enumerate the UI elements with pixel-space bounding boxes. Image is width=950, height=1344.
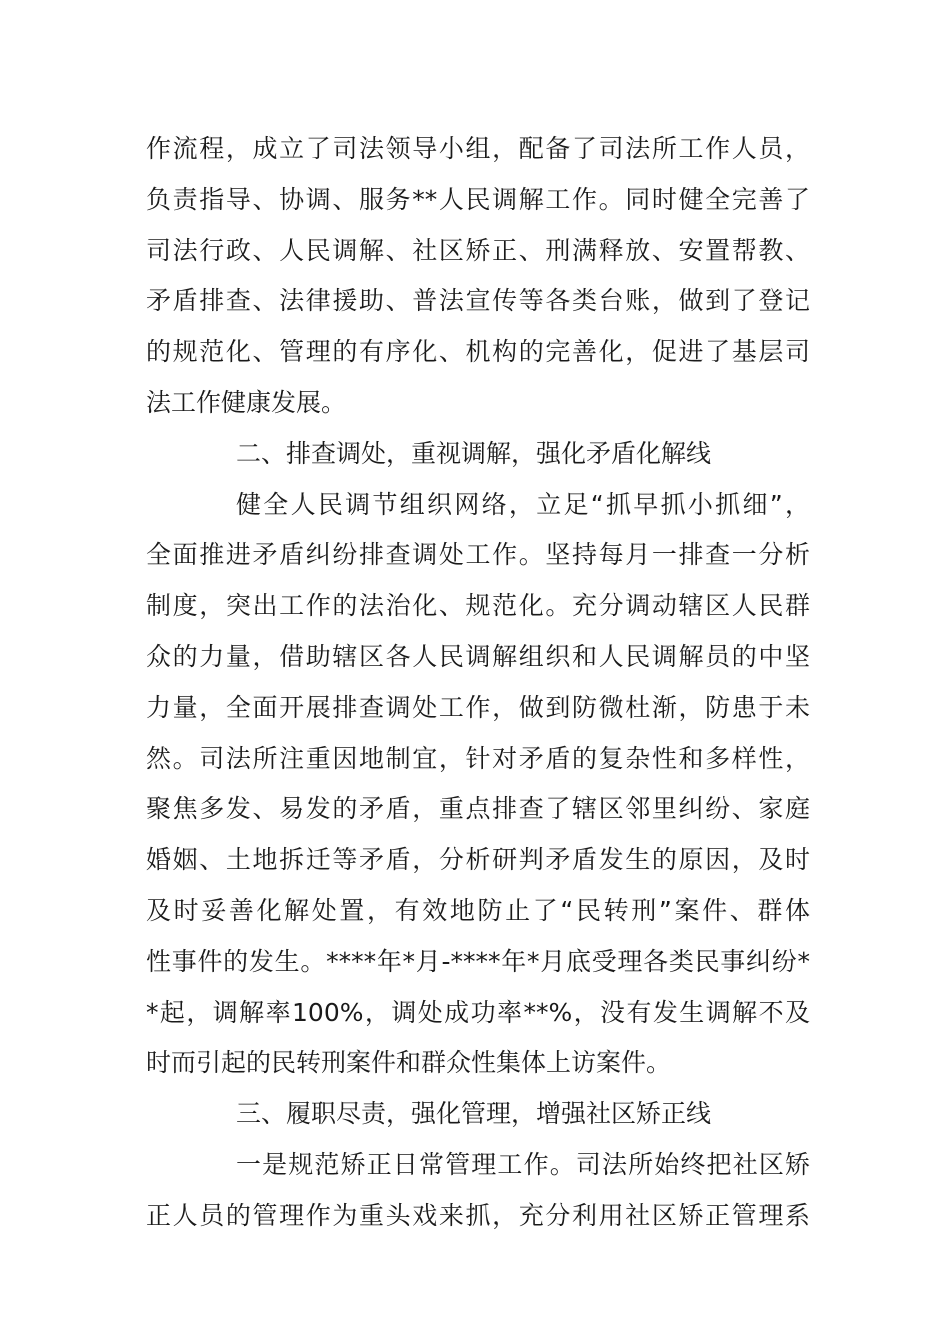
text-line: 性事件的发生。****年*月-****年*月底受理各类民事纠纷* bbox=[146, 946, 810, 976]
text-line: 正人员的管理作为重头戏来抓，充分利用社区矫正管理系 bbox=[146, 1200, 810, 1230]
text-line: 婚姻、土地拆迁等矛盾，分析研判矛盾发生的原因，及时 bbox=[146, 845, 810, 875]
text-line: 制度，突出工作的法治化、规范化。充分调动辖区人民群 bbox=[146, 591, 810, 621]
text-line: 力量，全面开展排查调处工作，做到防微杜渐，防患于未 bbox=[146, 692, 810, 722]
section-heading: 三、履职尽责，强化管理，增强社区矫正线 bbox=[236, 1099, 712, 1129]
text-line: 司法行政、人民调解、社区矫正、刑满释放、安置帮教、 bbox=[146, 235, 810, 265]
text-line: 及时妥善化解处置，有效地防止了“民转刑”案件、群体 bbox=[146, 895, 810, 925]
paragraph-first-line: 健全人民调节组织网络，立足“抓早抓小抓细”， bbox=[236, 489, 810, 519]
paragraph-first-line: 一是规范矫正日常管理工作。司法所始终把社区矫 bbox=[236, 1149, 810, 1179]
text-line: 的规范化、管理的有序化、机构的完善化，促进了基层司 bbox=[146, 337, 810, 367]
text-line: 时而引起的民转刑案件和群众性集体上访案件。 bbox=[146, 1048, 672, 1078]
text-line: *起，调解率100%，调处成功率**%，没有发生调解不及 bbox=[146, 997, 810, 1027]
text-line: 作流程，成立了司法领导小组，配备了司法所工作人员， bbox=[146, 134, 810, 163]
text-line: 负责指导、协调、服务**人民调解工作。同时健全完善了 bbox=[146, 184, 810, 214]
text-line: 矛盾排查、法律援助、普法宣传等各类台账，做到了登记 bbox=[146, 286, 810, 316]
text-line: 全面推进矛盾纠纷排查调处工作。坚持每月一排查一分析 bbox=[146, 540, 810, 570]
section-heading: 二、排查调处，重视调解，强化矛盾化解线 bbox=[236, 438, 712, 468]
document-body bbox=[146, 124, 810, 1242]
text-line: 然。司法所注重因地制宜，针对矛盾的复杂性和多样性， bbox=[146, 743, 810, 773]
text-line: 聚焦多发、易发的矛盾，重点排查了辖区邻里纠纷、家庭 bbox=[146, 794, 810, 824]
text-line: 众的力量，借助辖区各人民调解组织和人民调解员的中坚 bbox=[146, 641, 810, 671]
text-line: 法工作健康发展。 bbox=[146, 387, 347, 417]
